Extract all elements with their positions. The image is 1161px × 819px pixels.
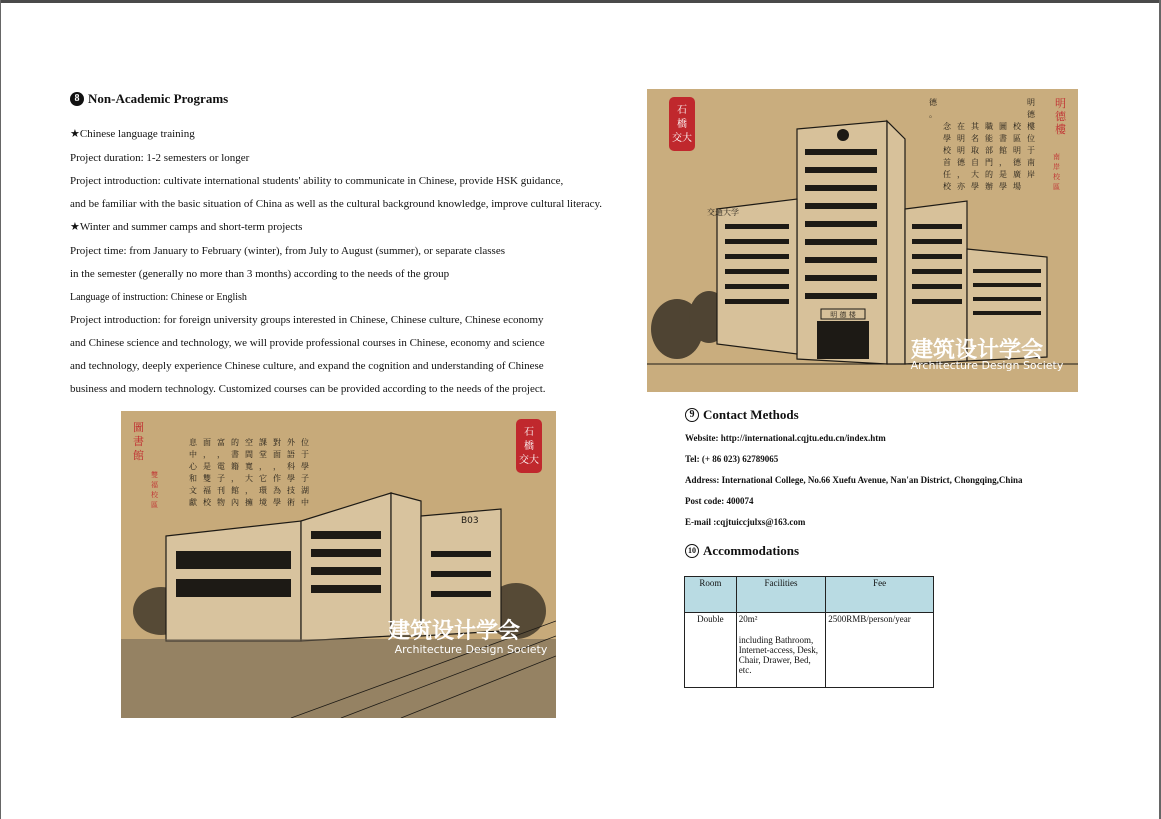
room-cell: Double — [685, 613, 737, 688]
paragraph-line: in the semester (generally no more than 3 months) according to the needs of the group — [70, 268, 450, 280]
svg-text:名: 名 — [971, 134, 979, 143]
accommodations-table — [684, 576, 934, 688]
svg-text:擁: 擁 — [245, 498, 253, 507]
contact-postcode: Post code: 400074 — [685, 496, 754, 506]
svg-text:電: 電 — [217, 462, 225, 471]
svg-text:它: 它 — [259, 474, 267, 483]
svg-text:職: 職 — [985, 122, 993, 131]
table-header-cell: Fee — [826, 577, 934, 613]
section-number-badge: 10 — [685, 544, 699, 558]
svg-text:福: 福 — [203, 486, 211, 495]
svg-text:南: 南 — [1027, 158, 1035, 167]
svg-text:岸: 岸 — [1027, 170, 1035, 179]
paragraph-line: Project duration: 1-2 semesters or longer — [70, 152, 250, 164]
svg-text:書: 書 — [133, 435, 144, 448]
watermark-cn: 建筑设计学会 — [387, 619, 521, 644]
contact-website: Website: http://international.cqjtu.edu.cn/index.htm — [685, 433, 886, 443]
svg-text:校: 校 — [1053, 173, 1060, 181]
fee-cell: 2500RMB/person/year — [826, 613, 934, 688]
svg-text:面: 面 — [273, 450, 281, 459]
svg-text:作: 作 — [273, 474, 281, 483]
svg-text:交大: 交大 — [672, 133, 692, 144]
svg-text:富: 富 — [217, 438, 225, 447]
svg-text:其: 其 — [971, 122, 979, 131]
svg-text:自: 自 — [971, 158, 979, 167]
facilities-cell — [736, 613, 825, 688]
svg-text:于: 于 — [301, 450, 309, 459]
svg-text:空: 空 — [245, 438, 253, 447]
svg-text:中: 中 — [301, 498, 309, 507]
svg-text:圖: 圖 — [999, 122, 1007, 131]
svg-text:，: ， — [999, 158, 1007, 167]
svg-text:能: 能 — [985, 134, 993, 143]
svg-text:間: 間 — [245, 450, 253, 459]
svg-text:境: 境 — [259, 498, 267, 507]
svg-text:明: 明 — [957, 146, 965, 155]
svg-text:湖: 湖 — [301, 486, 309, 495]
svg-text:的: 的 — [985, 170, 993, 179]
svg-text:廣: 廣 — [1013, 170, 1021, 179]
svg-text:明: 明 — [957, 134, 965, 143]
svg-text:校: 校 — [1013, 122, 1021, 131]
svg-text:德: 德 — [1027, 110, 1035, 119]
svg-text:亦: 亦 — [957, 182, 965, 191]
svg-text:雙: 雙 — [203, 474, 211, 483]
svg-text:外: 外 — [287, 438, 295, 447]
calligraphy-seal — [516, 419, 542, 473]
svg-text:橋: 橋 — [677, 119, 687, 130]
paragraph-line: Project time: from January to February (winter), from July to August (summer), or separate classes — [70, 245, 505, 257]
svg-text:樓: 樓 — [1027, 122, 1035, 131]
svg-text:面: 面 — [203, 438, 211, 447]
svg-text:橋: 橋 — [524, 441, 534, 452]
svg-text:館: 館 — [133, 449, 144, 462]
svg-text:，: ， — [203, 450, 211, 459]
campus-sign: 交通大学 — [707, 208, 739, 217]
building-label: B03 — [461, 516, 479, 526]
contact-address: Address: International College, No.66 Xuefu Avenue, Nan'an District, Chongqing,China — [685, 475, 1023, 485]
svg-text:學: 學 — [287, 474, 295, 483]
svg-text:在: 在 — [957, 122, 965, 131]
svg-text:，: ， — [217, 450, 225, 459]
svg-text:岸: 岸 — [1053, 163, 1060, 171]
svg-text:堂: 堂 — [259, 450, 267, 459]
svg-text:德: 德 — [929, 98, 937, 107]
svg-text:學: 學 — [999, 182, 1007, 191]
paragraph-line: ★Winter and summer camps and short-term projects — [70, 221, 303, 233]
svg-text:樓: 樓 — [1055, 123, 1066, 136]
svg-text:德: 德 — [957, 158, 965, 167]
section-number-badge: 9 — [685, 408, 699, 422]
svg-text:福: 福 — [151, 481, 158, 489]
svg-text:校: 校 — [943, 146, 951, 155]
paragraph-line: and Chinese science and technology, we will provide professional courses in Chinese, economy and science — [70, 337, 545, 349]
svg-text:術: 術 — [287, 498, 295, 507]
section-heading-accommodations — [685, 543, 799, 559]
section-title: Accommodations — [703, 543, 800, 558]
svg-text:門: 門 — [985, 158, 993, 167]
svg-text:對: 對 — [273, 438, 281, 447]
table-row — [685, 613, 934, 688]
paragraph-line: Language of instruction: Chinese or English — [70, 292, 247, 303]
svg-text:辦: 辦 — [985, 182, 993, 191]
svg-text:，: ， — [245, 486, 253, 495]
svg-text:書: 書 — [231, 450, 239, 459]
section-number-badge: 8 — [70, 92, 84, 106]
facilities-list: including Bathroom, Internet-access, Desk, Chair, Drawer, Bed, etc. — [738, 635, 818, 675]
paragraph-line: and be familiar with the basic situation of China as well as the cultural background knowledge, improve cultural literacy. — [70, 198, 603, 210]
svg-text:區: 區 — [1053, 183, 1060, 191]
section-heading-contact — [685, 407, 799, 423]
table-header-row — [685, 577, 934, 613]
svg-text:籍: 籍 — [231, 462, 239, 471]
mingde-building-sketch — [647, 89, 1078, 392]
svg-text:刊: 刊 — [217, 486, 225, 495]
svg-text:是: 是 — [203, 462, 211, 471]
svg-text:中: 中 — [189, 450, 197, 459]
library-building-sketch — [121, 411, 556, 718]
svg-text:大: 大 — [245, 474, 253, 483]
svg-text:，: ， — [957, 170, 965, 179]
svg-text:獻: 獻 — [189, 498, 197, 507]
svg-text:心: 心 — [189, 462, 197, 471]
svg-text:位: 位 — [301, 438, 309, 447]
svg-text:區: 區 — [151, 501, 158, 509]
paragraph-line: business and modern technology. Customized courses can be provided according to the needs of the project. — [70, 383, 546, 395]
svg-text:內: 內 — [231, 498, 239, 507]
svg-text:科: 科 — [287, 462, 295, 471]
svg-text:文: 文 — [189, 486, 197, 495]
svg-text:首: 首 — [943, 158, 951, 167]
svg-text:于: 于 — [1027, 146, 1035, 155]
paragraph-line: Project introduction: for foreign university groups interested in Chinese, Chinese culture, Chinese economy — [70, 314, 544, 326]
svg-text:石: 石 — [677, 105, 687, 116]
svg-text:校: 校 — [151, 491, 158, 499]
section-title: Non-Academic Programs — [88, 91, 229, 106]
svg-text:區: 區 — [1013, 134, 1021, 143]
room-area: 20m² — [738, 614, 758, 624]
building-title-vertical — [133, 421, 144, 462]
svg-text:，: ， — [231, 474, 239, 483]
paragraph-line: ★Chinese language training — [70, 128, 195, 140]
svg-text:物: 物 — [217, 498, 225, 507]
svg-text:，: ， — [273, 462, 281, 471]
svg-text:部: 部 — [985, 146, 993, 155]
svg-text:技: 技 — [287, 486, 295, 495]
svg-text:場: 場 — [1013, 182, 1021, 191]
svg-text:子: 子 — [217, 474, 225, 483]
svg-text:雙: 雙 — [151, 471, 158, 479]
svg-text:任: 任 — [943, 170, 951, 179]
svg-text:，: ， — [259, 462, 267, 471]
svg-text:是: 是 — [999, 170, 1007, 179]
svg-text:大: 大 — [971, 170, 979, 179]
svg-text:圖: 圖 — [133, 421, 144, 434]
svg-text:校: 校 — [943, 182, 951, 191]
svg-text:南: 南 — [1053, 153, 1060, 161]
svg-text:位: 位 — [1027, 134, 1035, 143]
svg-text:取: 取 — [971, 146, 979, 155]
svg-text:和: 和 — [189, 474, 197, 483]
paragraph-line: and technology, deeply experience Chinese culture, and expand the cognition and understanding of Chinese — [70, 360, 544, 372]
svg-text:校: 校 — [203, 498, 211, 507]
paragraph-line: Project introduction: cultivate international students' ability to communicate in Chinese, provide HSK guidance, — [70, 175, 564, 187]
contact-tel: Tel: (+ 86 023) 62789065 — [685, 454, 779, 464]
svg-text:明: 明 — [1055, 97, 1066, 110]
svg-text:德: 德 — [1055, 110, 1066, 123]
svg-text:館: 館 — [231, 486, 239, 495]
svg-text:。: 。 — [929, 110, 937, 119]
watermark-en: Architecture Design Society — [910, 359, 1064, 372]
table-header-cell: Room — [685, 577, 737, 613]
svg-text:明: 明 — [1013, 146, 1021, 155]
section-title: Contact Methods — [703, 407, 799, 422]
svg-text:子: 子 — [301, 474, 309, 483]
svg-text:學: 學 — [273, 498, 281, 507]
svg-text:交大: 交大 — [519, 455, 539, 466]
svg-text:書: 書 — [999, 134, 1007, 143]
svg-text:課: 課 — [259, 438, 267, 447]
svg-text:語: 語 — [287, 450, 295, 459]
building-title-vertical — [1055, 97, 1067, 136]
svg-text:德: 德 — [1013, 158, 1021, 167]
svg-text:學: 學 — [971, 182, 979, 191]
svg-text:石: 石 — [524, 427, 534, 438]
svg-text:息: 息 — [189, 438, 197, 447]
svg-text:念: 念 — [943, 122, 951, 131]
svg-text:學: 學 — [301, 462, 309, 471]
watermark-en: Architecture Design Society — [394, 643, 548, 656]
svg-text:環: 環 — [259, 486, 267, 495]
svg-text:明: 明 — [1027, 98, 1035, 107]
svg-text:寬: 寬 — [245, 462, 253, 471]
svg-text:學: 學 — [943, 134, 951, 143]
svg-text:的: 的 — [231, 438, 239, 447]
contact-email: E-mail :cqjtuiccjulxs@163.com — [685, 517, 806, 527]
watermark-cn: 建筑设计学会 — [910, 338, 1044, 363]
svg-text:為: 為 — [273, 486, 281, 495]
building-plaque: 明 德 楼 — [830, 311, 856, 319]
section-heading-nonacademic — [70, 91, 228, 107]
table-header-cell: Facilities — [736, 577, 825, 613]
svg-text:館: 館 — [999, 146, 1007, 155]
calligraphy-seal — [669, 97, 695, 151]
